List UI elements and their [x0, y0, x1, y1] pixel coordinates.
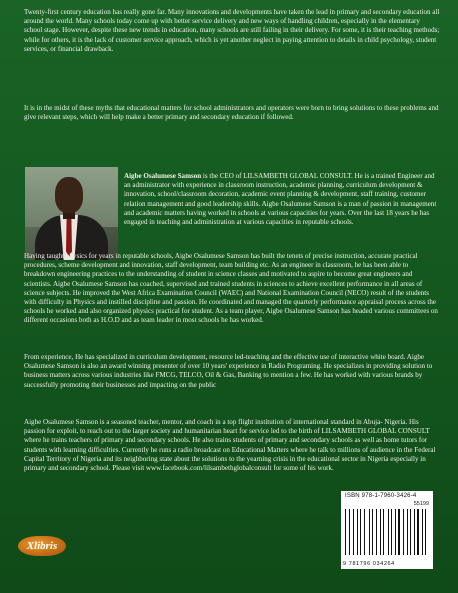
barcode-digits: 9 781796 034264 [343, 561, 395, 567]
price-code: 55199 [413, 501, 429, 507]
consult-paragraph: Aigbe Osalumese Samson is a seasoned teacher, mentor, and coach in a top flight institution of international standard in Abuja- Nigeria. His passion for exploit, to reach out to the larger society and humanitarian heart for service led to the birth of LILSAMBETH GLOBAL CONSULT where he trains teachers of primary and secondary schools. He also trains students of primary and secondary schools as well as home tutors for students with learning difficulties. Currently he runs a radio broadcast on Educational Matters where he talk to millions of audience in the Federal Capital Territory of Nigeria and its neighboring state about the solutions to the yearning crisis in the educational sector in Nigeria especially in primary and secondary school. Please visit www.facebook.com/lilsambethglobalconsult for some of his work. [24, 418, 436, 473]
author-bio-paragraph [124, 172, 440, 227]
barcode-bars [345, 509, 429, 555]
isbn-barcode [341, 491, 433, 569]
intro-paragraph: Twenty-first century education has really gone far. Many innovations and developments have taken the lead in primary and secondary education all around the world. Many schools today come up with better service delivery and new ways of handling children, especially in the elementary school stage. However, despite these new trends in education, many schools are still failing in their delivery. For some, it is their teaching methods; while for others, it is the lack of customer service approach, which is yet another neglect in paying attention to details in child psychology, student services, or financial drawback. [24, 8, 440, 53]
author-photo [25, 167, 118, 260]
author-name: Aigbe Osalumese Samson [124, 172, 202, 180]
author-bio-text: is the CEO of LILSAMBETH GLOBAL CONSULT. He is a trained Engineer and an administrator with experience in classroom instruction, academic planning, curriculum development & innovation, school/classroom decoration, academic event planning & development, staff training, customer relation management and good leadership skills. Aigbe Osalumese Samson is a man of passion in management and academic matters having worked in schools at various capacities for years. Over the last 18 years he has engaged in teaching and administration at various capacities in reputable schools. [124, 172, 437, 227]
xlibris-logo: Xlibris [18, 536, 66, 556]
isbn-number: ISBN 978-1-7960-3426-4 [345, 493, 417, 499]
physics-text: Having taught physics for years in reputable schools, Aigbe Osalumese Samson has built the tenets of precise instruction, accurate practical procedures, scheme development and innovation, staff development, team building etc. As an engineer in classroom, he has been able to breakdown engineering practices to the understanding of student in science classes and motivated to aspire to become great engineers and scientists. Aigbe Osalumese Samson has coached, supervised and trained students in sciences to achieve excellent performance in all areas of science subjects. He improved the West Africa Examination Council (WAEC) and National Examination Council (NECO) result of the students with difficulty in Physics and instilled discipline and passion. He coordinated and managed the quarterly performance appraisal process across the schools he worked and also organized physics practical for student. As a team player, Aigbe Osalumese Samson has headed various committees on different occasions both as H.O.D and as team leader in most schools he has worked. [24, 252, 438, 325]
experience-paragraph: From experience, He has specialized in curriculum development, resource led-teaching and the effective use of interactive white board. Aigbe Osalumese Samson is also an award winning presenter of over 10 years' experience in Radio Programing. He specializes in providing solution to business matters across various industries like FMCG, TELCO, Oil & Gas, Banking to mention a few. He has worked with various brands by successfully promoting their businesses and impacting on the public [24, 353, 433, 389]
myths-paragraph: It is in the midst of these myths that educational matters for school administrators and operators were born to bring solutions to these problems and give relevant steps, which will help make a better primary and secondary education if followed. [24, 104, 439, 122]
physics-paragraph [24, 252, 440, 326]
